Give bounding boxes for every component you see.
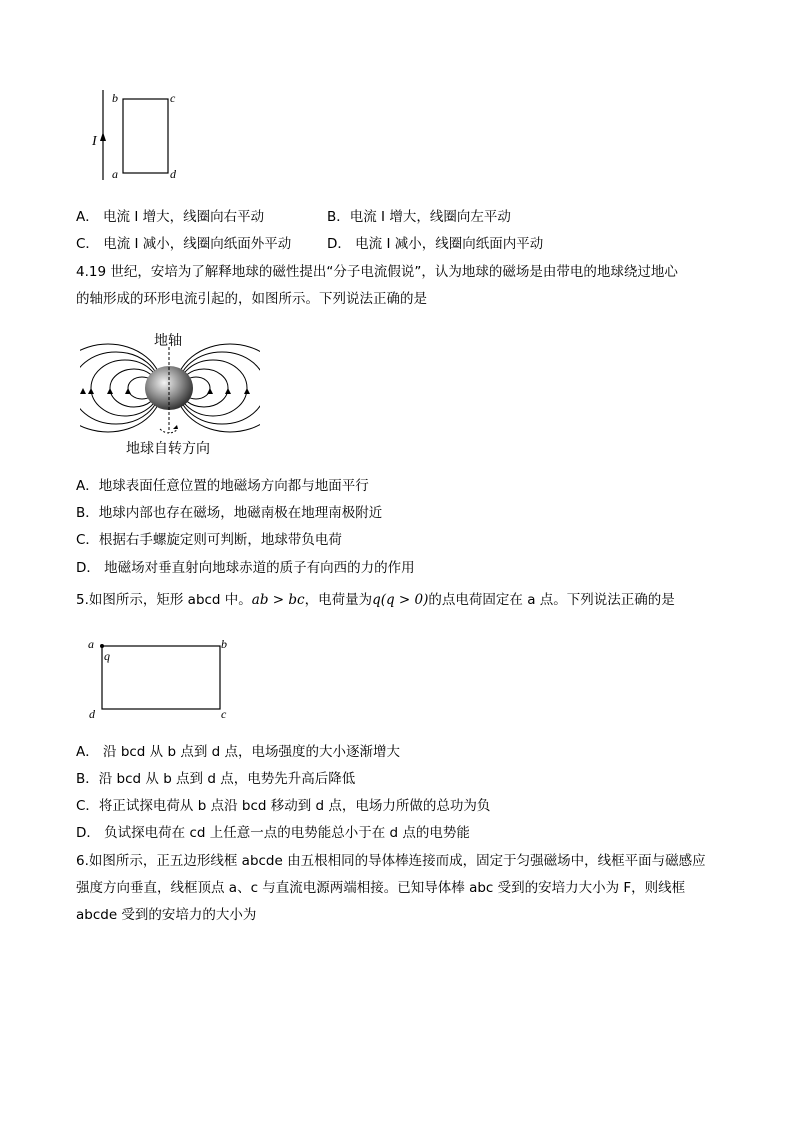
earth-magnetic-field-figure (80, 325, 260, 460)
vertex-a-label: a (112, 167, 118, 181)
q4-option-a: A．地球表面任意位置的地磁场方向都与地面平行 (76, 478, 369, 494)
q3-option-a: A． 电流 I 增大，线圈向右平动 (76, 209, 265, 225)
q5-stem-math2: q(q > 0) (372, 592, 429, 608)
point-b-label: b (221, 637, 227, 651)
q4-stem-line2: 的轴形成的环形电流引起的，如图所示。下列说法正确的是 (76, 291, 427, 307)
axis-label: 地轴 (154, 334, 182, 349)
q3-option-c: C． 电流 I 减小，线圈向纸面外平动 (76, 236, 292, 252)
vertex-d-label: d (170, 167, 176, 181)
q4-option-b: B．地球内部也存在磁场，地磁南极在地理南极附近 (76, 505, 383, 521)
rectangular-loop (123, 99, 168, 173)
q5-stem-suffix: 的点电荷固定在 a 点。下列说法正确的是 (428, 592, 675, 608)
q3-option-b: B．电流 I 增大，线圈向左平动 (327, 209, 511, 225)
current-arrow-icon (100, 132, 106, 141)
q6-stem-line2: 强度方向垂直，线框顶点 a、c 与直流电源两端相接。已知导体棒 abc 受到的安培力大小为 F，则线框 (76, 880, 686, 896)
q5-stem (76, 590, 675, 610)
q5-option-c: C．将正试探电荷从 b 点沿 bcd 移动到 d 点，电场力所做的总功为负 (76, 798, 491, 814)
vertex-c-label: c (170, 91, 176, 105)
rectangle-abcd (102, 646, 220, 709)
q4-option-c: C．根据右手螺旋定则可判断，地球带负电荷 (76, 532, 342, 548)
vertex-b-label: b (112, 91, 118, 105)
q5-option-d: D． 负试探电荷在 cd 上任意一点的电势能总小于在 d 点的电势能 (76, 825, 470, 841)
current-label: I (92, 134, 97, 149)
q5-option-a: A． 沿 bcd 从 b 点到 d 点，电场强度的大小逐渐增大 (76, 744, 400, 760)
q5-stem-mid: ，电荷量为 (304, 592, 373, 608)
point-c-label: c (221, 707, 227, 721)
q6-stem-line1: 6.如图所示，正五边形线框 abcde 由五根相同的导体棒连接而成，固定于匀强磁场中，线框平面与磁感应 (76, 853, 706, 869)
q4-stem-line1: 4.19 世纪，安培为了解释地球的磁性提出“分子电流假说”，认为地球的磁场是由带电的地球绕过地心 (76, 264, 678, 280)
q5-stem-prefix: 5.如图所示，矩形 abcd 中。 (76, 592, 252, 608)
q4-option-d: D． 地磁场对垂直射向地球赤道的质子有向西的力的作用 (76, 560, 415, 576)
point-charge (100, 644, 104, 648)
point-d-label: d (89, 707, 95, 721)
point-a-label: a (88, 637, 94, 651)
q3-option-d: D． 电流 I 减小，线圈向纸面内平动 (327, 236, 544, 252)
wire-loop-figure (88, 88, 198, 188)
charge-q-label: q (104, 649, 110, 663)
rotation-label: 地球自转方向 (126, 442, 210, 457)
q6-stem-line3: abcde 受到的安培力的大小为 (76, 907, 257, 923)
rectangle-abcd-figure (86, 632, 236, 724)
q5-option-b: B．沿 bcd 从 b 点到 d 点，电势先升高后降低 (76, 771, 356, 787)
q5-stem-math1: ab > bc (251, 592, 305, 608)
